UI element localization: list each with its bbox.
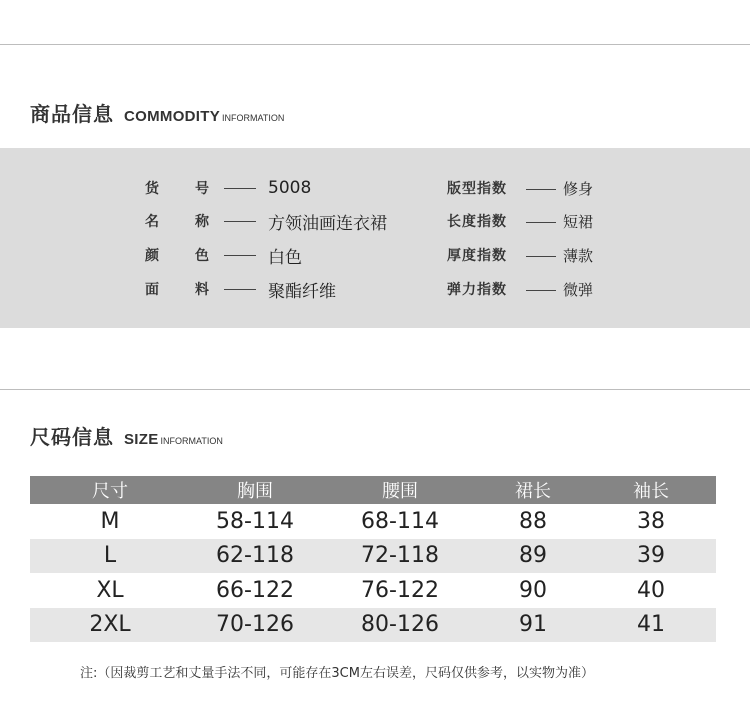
leader-line: [526, 256, 556, 257]
info-value-item-no: 5008: [268, 178, 312, 198]
leader-line: [526, 189, 556, 190]
size-title-en-small: INFORMATION: [160, 436, 223, 446]
leader-line: [224, 289, 256, 290]
cell-bust: 70-126: [190, 608, 320, 643]
cell-skirt-length: 89: [480, 539, 586, 574]
info-label-fit-index: 版型指数: [447, 181, 507, 197]
info-value-fit-index: 修身: [563, 179, 594, 198]
table-row: [30, 573, 716, 608]
info-row: [0, 176, 750, 200]
info-label-item-no: [145, 178, 209, 198]
leader-line: [526, 222, 556, 223]
cell-sleeve-length: 38: [637, 508, 665, 534]
size-title-en: SIZE: [124, 431, 159, 448]
cell-size: L: [30, 539, 190, 574]
table-header-row: [30, 476, 716, 504]
label-char: 称: [195, 214, 209, 230]
cell-size: 2XL: [30, 608, 190, 643]
info-row: [0, 209, 750, 233]
commodity-title-en-small: INFORMATION: [222, 113, 285, 123]
info-value-thickness-index: 薄款: [563, 246, 594, 265]
cell-waist: 68-114: [361, 508, 439, 534]
label-char: 面: [145, 282, 159, 298]
info-label-length-index: 长度指数: [447, 214, 507, 230]
info-value-fabric: 聚酯纤维: [268, 281, 336, 302]
middle-divider: [0, 389, 750, 390]
info-value-color: 白色: [268, 247, 302, 268]
leader-line: [224, 188, 256, 189]
cell-waist: 76-122: [361, 577, 439, 603]
info-label-name: [145, 211, 209, 231]
header-skirt-length: 裙长: [480, 476, 586, 504]
size-chart-table: [30, 476, 716, 642]
info-label-thickness-index: 厚度指数: [447, 248, 507, 264]
top-divider: [0, 44, 750, 45]
cell-waist: 80-126: [320, 608, 480, 643]
label-char: 名: [145, 214, 159, 230]
size-section-title: [30, 421, 223, 450]
label-char: 色: [195, 248, 209, 264]
info-label-fabric: [145, 279, 209, 299]
info-value-name: 方领油画连衣裙: [268, 213, 387, 234]
table-row: [30, 608, 716, 643]
label-char: 号: [195, 181, 209, 197]
cell-size: XL: [96, 577, 124, 603]
cell-sleeve-length: 39: [586, 539, 716, 574]
header-size: 尺寸: [30, 476, 190, 504]
commodity-section-title: [30, 98, 284, 127]
info-row: [0, 243, 750, 267]
cell-waist: 72-118: [320, 539, 480, 574]
table-row: [30, 504, 716, 539]
cell-skirt-length: 91: [480, 608, 586, 643]
leader-line: [224, 255, 256, 256]
cell-bust: 62-118: [190, 539, 320, 574]
cell-sleeve-length: 41: [586, 608, 716, 643]
header-sleeve-length: 袖长: [586, 476, 716, 504]
cell-bust: 66-122: [216, 577, 294, 603]
leader-line: [224, 221, 256, 222]
info-label-elasticity-index: 弹力指数: [447, 282, 507, 298]
label-char: 料: [195, 282, 209, 298]
cell-skirt-length: 90: [519, 577, 547, 603]
size-title-cn: 尺码信息: [30, 425, 114, 449]
commodity-title-cn: 商品信息: [30, 102, 114, 126]
commodity-info-panel: [0, 148, 750, 328]
info-value-elasticity-index: 微弹: [563, 280, 594, 299]
measurement-note: 注:（因裁剪工艺和丈量手法不同，可能存在3CM左右误差，尺码仅供参考，以实物为准）: [80, 666, 594, 681]
header-waist: 腰围: [320, 476, 480, 504]
cell-skirt-length: 88: [519, 508, 547, 534]
label-char: 货: [145, 181, 159, 197]
info-label-color: [145, 245, 209, 265]
leader-line: [526, 290, 556, 291]
header-bust: 胸围: [190, 476, 320, 504]
cell-size: M: [100, 508, 120, 534]
label-char: 颜: [145, 248, 159, 264]
info-value-length-index: 短裙: [563, 212, 594, 231]
commodity-title-en: COMMODITY: [124, 108, 221, 125]
cell-sleeve-length: 40: [637, 577, 665, 603]
cell-bust: 58-114: [216, 508, 294, 534]
table-row: [30, 539, 716, 574]
info-row: [0, 277, 750, 301]
